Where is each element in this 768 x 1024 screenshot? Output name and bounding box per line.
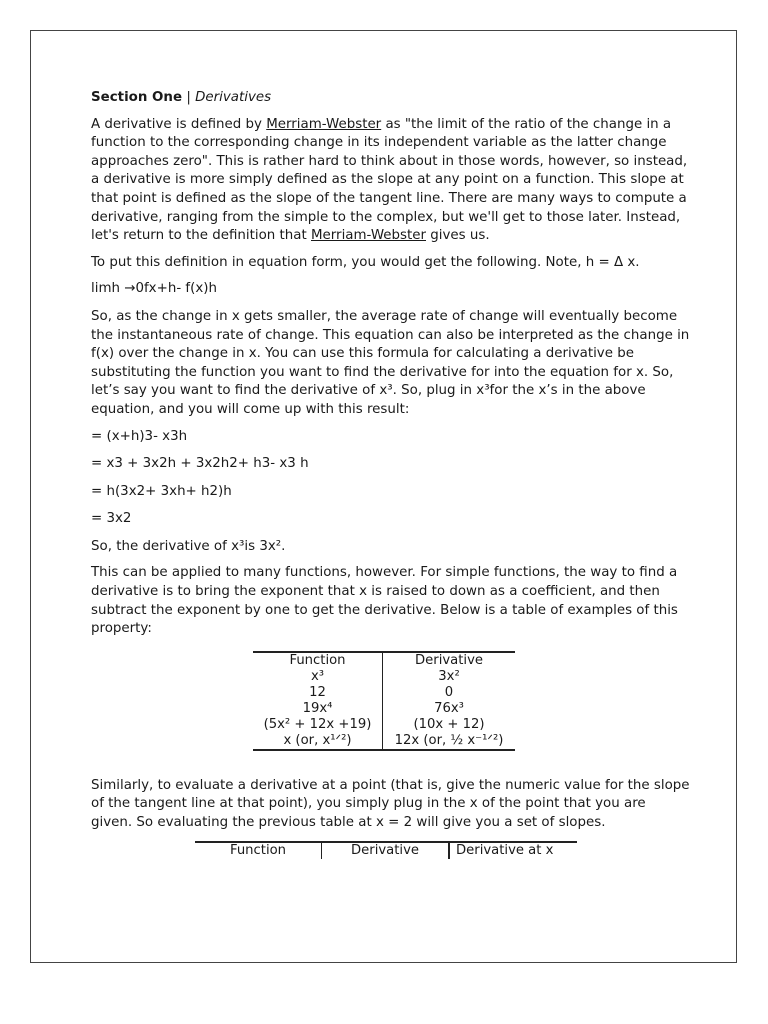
limit-equation: limh →0fx+h- f(x)h [91,281,217,297]
merriam-webster-link-1[interactable]: Merriam-Webster [266,116,382,132]
para1-text-a: A derivative is defined by [91,116,267,132]
power-rule-paragraph: This can be applied to many functions, however. For simple functions, the way to find a derivative is to bring the exponent that x is raised to down as a coefficient, and then subtract the exponent by one to get the derivative. Below is a table of examples of this property: [91,565,678,637]
table-header-row [253,652,515,669]
function-cell: x (or, x¹ᐟ²) [253,733,383,750]
function-cell: (5x² + 12x +19) [253,717,383,733]
table-row [253,685,515,701]
derivative-cell: 0 [444,684,454,700]
equation-step-3: = h(3x2+ 3xh+ h2)h [91,483,232,499]
equation-step-2: = x3 + 3x2h + 3x2h2+ h3- x3 h [91,456,309,472]
table-row [253,701,515,717]
derivative-cell: 76x³ [434,700,464,716]
derivative-cell: 3x² [438,668,460,684]
function-cell: 12 [253,685,383,701]
table-row [253,669,515,685]
heading-separator: | [182,90,196,105]
slopes-table-header-row [195,842,577,859]
merriam-webster-link-2[interactable]: Merriam-Webster [311,228,426,244]
header-function: Function [195,842,322,859]
derivative-cell: (10x + 12) [413,716,485,732]
header-function: Function [253,652,383,669]
table-row [253,717,515,733]
document-page [30,30,737,963]
table-row [253,733,515,750]
equation-step-4: = 3x2 [91,511,132,527]
header-derivative-at-x: Derivative at x [449,842,577,859]
slopes-table [195,841,577,859]
function-cell: 19x⁴ [253,701,383,717]
derivative-cell: 12x (or, ½ x⁻¹ᐟ²) [383,733,516,750]
evaluate-at-point-paragraph: Similarly, to evaluate a derivative at a point (that is, give the numeric value for the slope of the tangent line at that point), you simply plug in the x of the point that you are given. So evaluating the previous table at x = 2 will give you a set of slopes. [91,777,690,831]
header-derivative: Derivative [383,652,516,669]
function-cell: x³ [253,669,383,685]
equation-step-1: = (x+h)3- x3h [91,428,188,444]
definition-paragraph [91,116,691,246]
header-derivative: Derivative [322,842,450,859]
para1-text-c: gives us. [426,228,490,244]
derivative-examples-table [253,651,515,751]
section-heading [91,89,691,108]
section-title: Section One [91,90,183,105]
section-subtitle: Derivatives [195,90,272,105]
para1-text-b: as "the limit of the ratio of the change in a function to the corresponding change in its independent variable as the latter change approaches zero". This is rather hard to think about in those words, however, so instead, a derivative is more simply defined as the slope at any point on a function. This slope at that point is defined as the slope of the tangent line. There are many ways to compute a derivative, ranging from the simple to the complex, but we'll get to those later. Instead, let's return to the definition that [91,116,688,244]
equation-form-paragraph: To put this definition in equation form, you would get the following. Note, h = Δ x. [91,254,640,270]
explanation-paragraph: So, as the change in x gets smaller, the average rate of change will eventually become the instantaneous rate of change. This equation can also be interpreted as the change in f(x) over the change in x. You can use this formula for calculating a derivative be substituting the function you want to find the derivative for into the equation for x. So, let’s say you want to find the derivative of x³. So, plug in x³for the x’s in the above equation, and you will come up with this result: [91,308,690,417]
document-content [91,89,691,859]
derivative-result: So, the derivative of x³is 3x². [91,538,286,554]
